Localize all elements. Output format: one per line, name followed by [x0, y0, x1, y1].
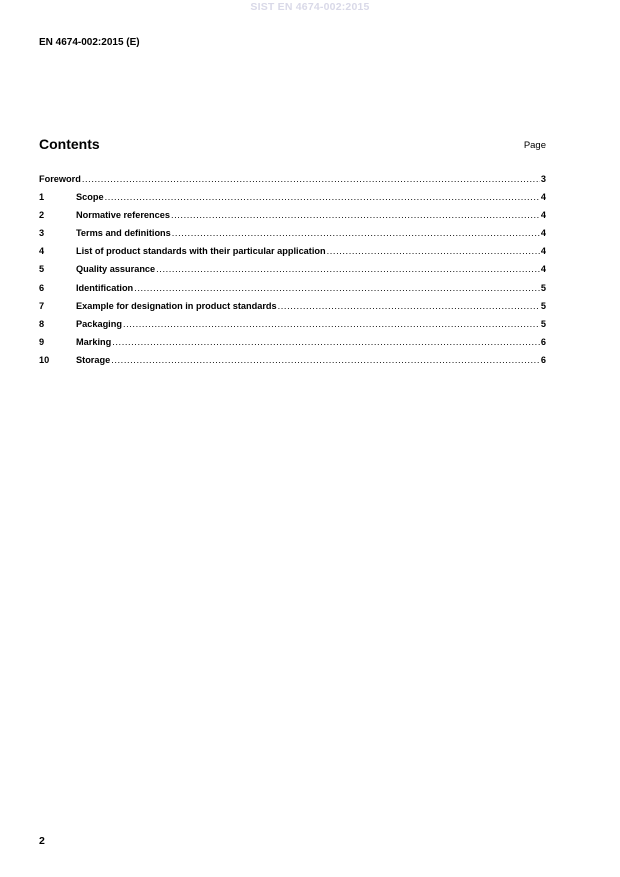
toc-entry-page: 5 [540, 300, 546, 311]
toc-entry-page: 6 [540, 336, 546, 347]
contents-heading: Contents [39, 136, 100, 152]
toc-entry-terms-and-definitions[interactable] [39, 228, 546, 246]
toc-dot-leader [82, 174, 540, 184]
toc-entry-foreword[interactable] [39, 174, 546, 192]
toc-entry-number: 2 [39, 210, 45, 221]
toc-entry-title: Terms and definitions [76, 228, 171, 239]
toc-entry-page: 5 [540, 318, 546, 329]
toc-entry-number: 8 [39, 318, 45, 329]
toc-dot-leader [105, 192, 540, 202]
toc-entry-title: Packaging [76, 318, 122, 329]
toc-entry-title: Normative references [76, 210, 170, 221]
toc-entry-title: List of product standards with their particular application [76, 246, 326, 257]
toc-dot-leader [134, 283, 540, 293]
toc-entry-page: 6 [540, 354, 546, 365]
toc-entry-page: 4 [540, 228, 546, 239]
toc-entry-number: 3 [39, 228, 45, 239]
toc-entry-title: Marking [76, 336, 112, 347]
toc-dot-leader [171, 210, 540, 220]
toc-dot-leader [123, 319, 540, 329]
toc-entry-number: 7 [39, 300, 45, 311]
toc-entry-number: 4 [39, 246, 45, 257]
toc-entry-title: Storage [76, 354, 111, 365]
document-id: EN 4674-002:2015 (E) [39, 37, 140, 48]
page-column-label: Page [523, 140, 546, 151]
toc-entry-title: Foreword [39, 174, 81, 184]
toc-entry-marking[interactable] [39, 337, 546, 355]
toc-entry-number: 1 [39, 192, 45, 203]
toc-dot-leader [112, 337, 540, 347]
toc-entry-example-for-designation[interactable] [39, 301, 546, 319]
toc-entry-normative-references[interactable] [39, 210, 546, 228]
toc-entry-number: 5 [39, 264, 45, 275]
toc-entry-list-of-product-standards[interactable] [39, 246, 546, 264]
toc-dot-leader [156, 264, 540, 274]
toc-entry-page: 4 [540, 264, 546, 275]
toc-entry-packaging[interactable] [39, 319, 546, 337]
toc-entry-title: Quality assurance [76, 264, 156, 275]
toc-entry-page: 4 [540, 246, 546, 257]
toc-dot-leader [278, 301, 540, 311]
toc-entry-page: 3 [540, 174, 546, 184]
toc-entry-page: 5 [540, 282, 546, 293]
toc-entry-title: Scope [76, 192, 104, 203]
toc-entry-identification[interactable] [39, 283, 546, 301]
toc-entry-number: 6 [39, 282, 45, 293]
toc-entry-title: Example for designation in product standards [76, 300, 277, 311]
toc-entry-number: 10 [39, 354, 50, 365]
toc-entry-scope[interactable] [39, 192, 546, 210]
toc-dot-leader [172, 228, 540, 238]
toc-dot-leader [327, 246, 540, 256]
toc-entry-page: 4 [540, 192, 546, 203]
toc-entry-page: 4 [540, 210, 546, 221]
toc-entry-title: Identification [76, 282, 134, 293]
toc-entry-quality-assurance[interactable] [39, 264, 546, 282]
toc-dot-leader [111, 355, 540, 365]
toc-entry-storage[interactable] [39, 355, 546, 373]
toc-entry-number: 9 [39, 336, 45, 347]
watermark-text: SIST EN 4674-002:2015 [250, 1, 370, 13]
table-of-contents [39, 174, 546, 373]
page-number: 2 [39, 835, 45, 847]
